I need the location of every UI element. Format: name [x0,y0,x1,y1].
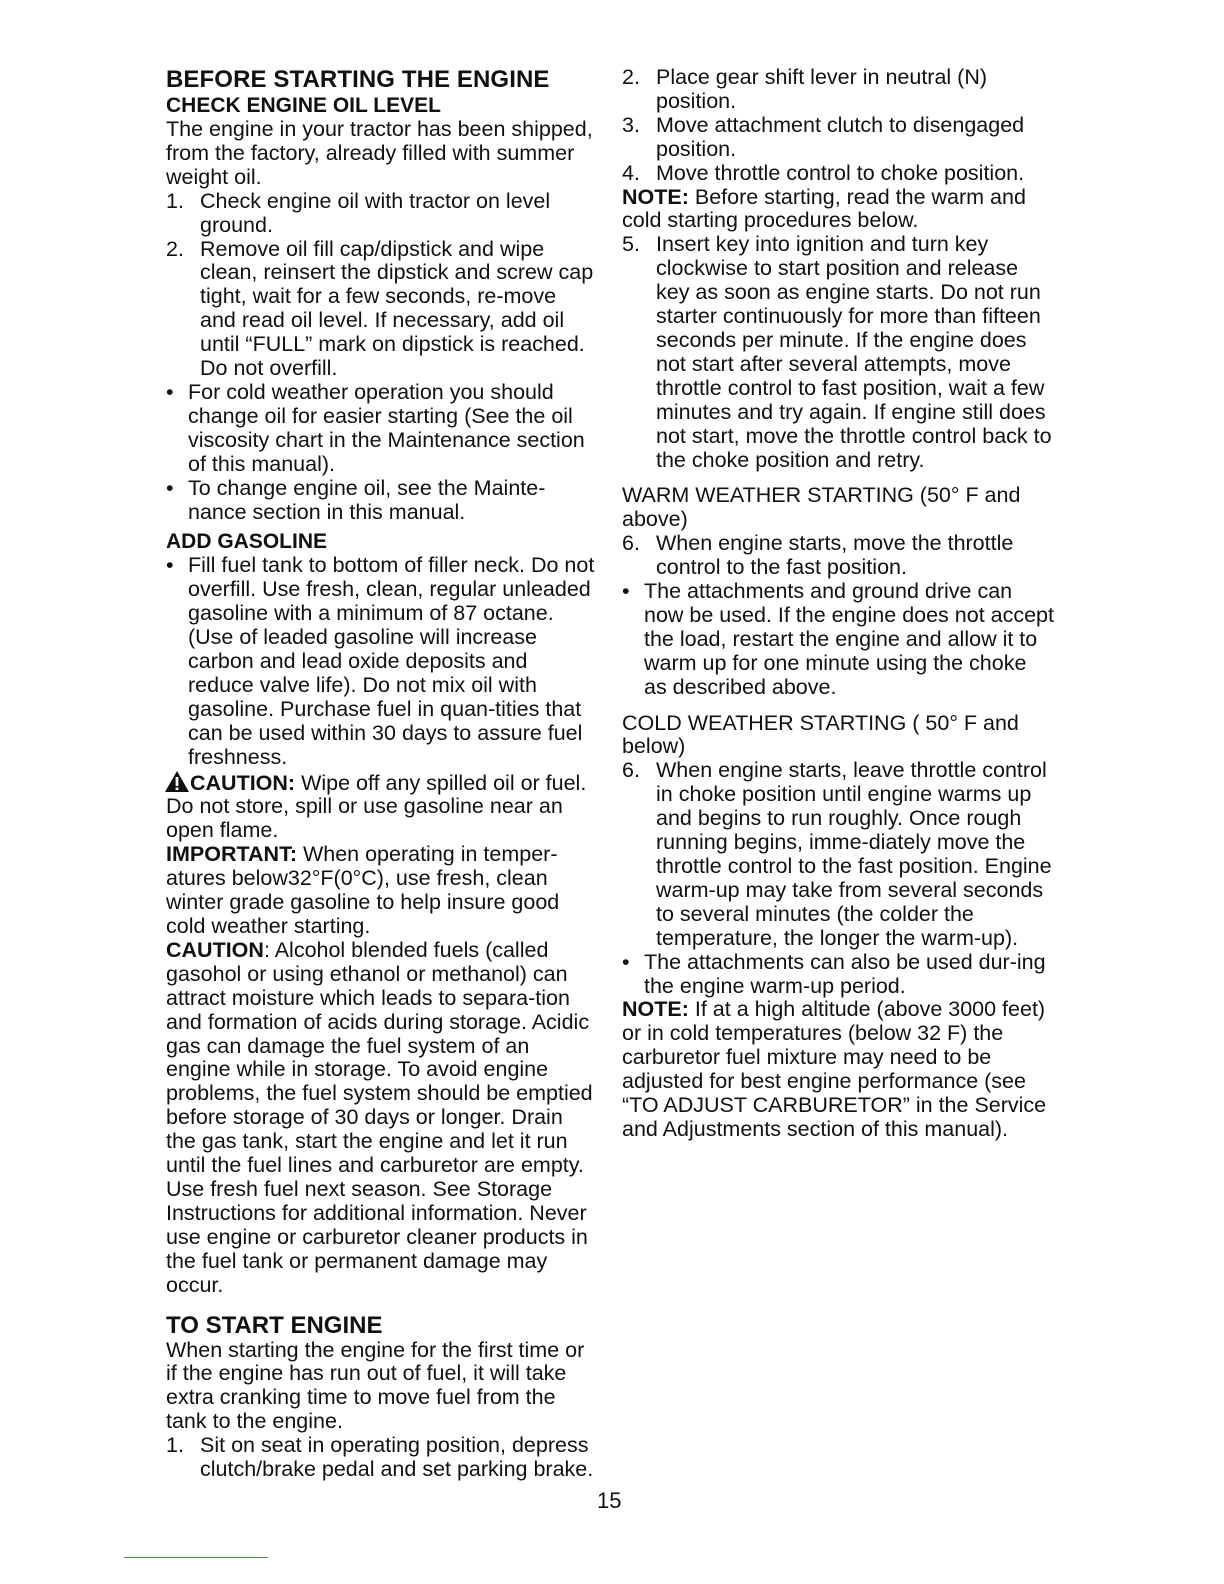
page-title: BEFORE STARTING THE ENGINE [166,66,550,93]
step-text: Check engine oil with tractor on level ground. [200,188,551,237]
list-item [622,532,1054,580]
start-steps-key [622,233,1054,472]
divider [124,1557,268,1558]
step-text: Remove oil fill cap/dipstick and wipe clean, reinsert the dipstick and screw cap tight, wait for a few seconds, re-move and read oil level. If necessary, add oil until “FULL” mark on dipstick is reached. Do not overfill. [200,236,594,381]
step-number: 5. [622,232,640,257]
check-oil-steps [166,190,596,525]
warm-weather-heading: WARM WEATHER STARTING (50° F and above) [622,483,1021,532]
start-engine-intro: When starting the engine for the first time or if the engine has run out of fuel, it will take extra cranking time to move fuel from the tank to the engine. [166,1337,585,1434]
start-engine-heading: TO START ENGINE [166,1311,383,1339]
add-gasoline-list [166,554,596,769]
bullet-icon: • [622,949,630,974]
caution-paragraph [166,770,596,844]
list-item [166,190,596,238]
step-text: Insert key into ignition and turn key clockwise to start position and release key as soon as engine starts. Do not run starter continuously for more than fifteen seconds per minute. If the engine does not start after several attempts, move throttle control to fast position, wait a few minutes and try again. If engine still does not start, move the throttle control back to the choke position and retry. [656,232,1052,472]
page-number: 15 [597,1488,622,1513]
bullet-icon: • [166,475,174,500]
cold-weather-heading: COLD WEATHER STARTING ( 50° F and below) [622,710,1019,759]
caution-text: Wipe off any spilled oil or fuel. Do not store, spill or use gasoline near an open flame. [166,770,587,843]
caution-label: CAUTION: [190,770,296,795]
step-number: 2. [166,236,184,261]
bullet-icon: • [622,579,630,604]
step-number: 4. [622,160,640,185]
list-item [622,66,1054,114]
list-item [622,233,1054,472]
list-item [166,238,596,381]
note-paragraph [622,998,1054,1141]
check-oil-heading: CHECK ENGINE OIL LEVEL [166,94,441,117]
add-gasoline-heading: ADD GASOLINE [166,530,328,554]
step-text: When engine starts, move the throttle control to the fast position. [656,531,1014,580]
step-number: 1. [166,1433,184,1458]
check-oil-intro: The engine in your tractor has been shipped, from the factory, already filled with summer weight oil. [166,117,593,189]
bullet-text: For cold weather operation you should change oil for easier starting (See the oil viscosity chart in the Maintenance section of this manual). [188,379,585,476]
list-item [166,477,596,525]
warning-triangle-icon [164,770,190,793]
caution-alcohol-paragraph [166,939,596,1298]
step-number: 1. [166,188,184,213]
list-item [166,381,596,477]
note-label: NOTE: [622,997,689,1022]
bullet-text: Fill fuel tank to bottom of filler neck. Do not overfill. Use fresh, clean, regular unleaded gasoline with a minimum of 87 octane. (Use of leaded gasoline will increase carbon and lead oxide deposits and reduce valve life). Do not mix oil with gasoline. Purchase fuel in quan-tities that can be used within 30 days to assure fuel freshness. [188,553,595,769]
list-item [622,580,1054,700]
list-item [622,759,1054,950]
caution-alcohol-text: : Alcohol blended fuels (called gasohol or using ethanol or methanol) can attract moisture which leads to separa-tion and formation of acids during storage. Acidic gas can damage the fuel system of an engine while in storage. To avoid engine problems, the fuel system should be emptied before storage of 30 days or longer. Drain the gas tank, start the engine and let it run until the fuel lines and carburetor are empty. Use fresh fuel next season. See Storage Instructions for additional information. Never use engine or carburetor cleaner products in the fuel tank or permanent damage may occur. [166,937,593,1297]
step-number: 6. [622,758,640,783]
caution-alcohol-label: CAUTION [166,937,264,962]
right-column [622,66,1054,1142]
step-number: 6. [622,531,640,556]
note-label: NOTE: [622,184,689,209]
note-text: If at a high altitude (above 3000 feet) or in cold temperatures (below 32 F) the carburetor fuel mixture may need to be adjusted for best engine performance (see “TO ADJUST CARBURETOR” in the Service and Adjustments section of this manual). [622,997,1047,1141]
left-column [166,66,596,1482]
step-text: When engine starts, leave throttle control in choke position until engine warms up and begins to run roughly. Once rough running begins, imme-diately move the throttle control to the fast position. Engine warm-up may take from several seconds to several minutes (the colder the temperature, the longer the warm-up). [656,758,1052,950]
important-label: IMPORTANT: [166,842,297,867]
note-text: Before starting, read the warm and cold starting procedures below. [622,184,1026,233]
note-paragraph [622,186,1054,234]
important-paragraph [166,843,596,939]
step-text: Place gear shift lever in neutral (N) position. [656,65,988,113]
bullet-text: The attachments can also be used dur-ing the engine warm-up period. [644,949,1046,998]
list-item [166,1434,596,1482]
step-text: Move attachment clutch to disengaged position. [656,112,1025,161]
bullet-icon: • [166,553,174,578]
start-steps-continued [622,66,1054,186]
list-item [622,951,1054,999]
step-number: 2. [622,65,640,89]
list-item [622,114,1054,162]
start-engine-steps [166,1434,596,1482]
bullet-icon: • [166,379,174,404]
list-item [622,162,1054,186]
step-text: Move throttle control to choke position. [656,160,1025,185]
cold-weather-list [622,759,1054,998]
step-text: Sit on seat in operating position, depress clutch/brake pedal and set parking brake. [200,1433,594,1482]
bullet-text: The attachments and ground drive can now be used. If the engine does not accept the load, restart the engine and allow it to warm up for one minute using the choke as described above. [644,579,1054,699]
list-item [166,554,596,769]
warm-weather-list [622,532,1054,699]
important-text: When operating in temper-atures below32°F(0°C), use fresh, clean winter grade gasoline to help insure good cold weather starting. [166,842,560,938]
bullet-text: To change engine oil, see the Mainte-nance section in this manual. [188,475,546,524]
step-number: 3. [622,112,640,137]
